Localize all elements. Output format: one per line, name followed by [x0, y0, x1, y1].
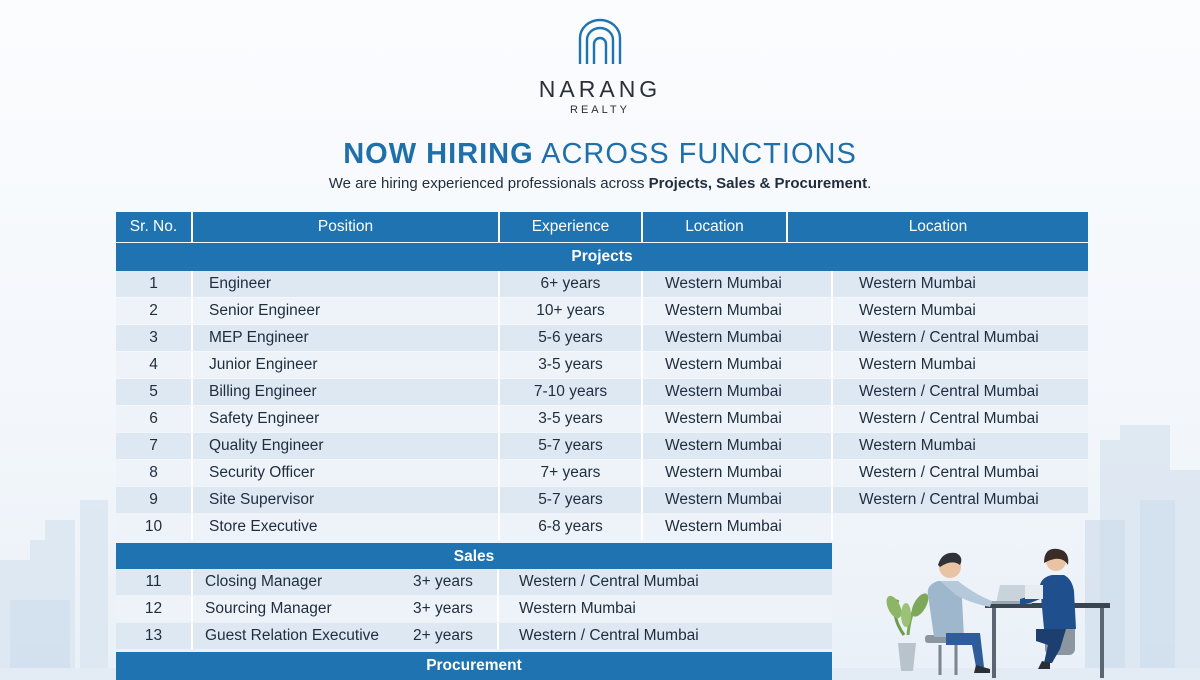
header-experience: Experience	[500, 212, 643, 242]
cell-location-1: Western Mumbai	[643, 325, 833, 351]
cell-experience: 5-6 years	[500, 325, 643, 351]
cell-sr-no: 13	[116, 623, 193, 649]
table-row	[116, 433, 1088, 459]
cell-location: Western / Central Mumbai	[499, 623, 832, 649]
cell-sr-no: 7	[116, 433, 193, 459]
cell-position: MEP Engineer	[193, 325, 500, 351]
section-projects: Projects	[116, 243, 1088, 271]
headline	[0, 138, 1200, 171]
table-row	[116, 623, 832, 649]
cell-location: Western Mumbai	[499, 596, 832, 622]
cell-location-2: Western / Central Mumbai	[833, 487, 1088, 513]
header-position: Position	[193, 212, 500, 242]
cell-experience: 5-7 years	[500, 487, 643, 513]
table-row	[116, 460, 1088, 486]
cell-location-1: Western Mumbai	[643, 433, 833, 459]
cell-experience: 7-10 years	[500, 379, 643, 405]
cell-location-1: Western Mumbai	[643, 379, 833, 405]
cell-position: Senior Engineer	[193, 298, 500, 324]
cell-experience: 2+ years	[403, 623, 499, 649]
headline-bold: NOW HIRING	[343, 138, 534, 170]
cell-position: Closing Manager	[193, 569, 403, 595]
cell-experience: 10+ years	[500, 298, 643, 324]
header-location-2: Location	[788, 212, 1088, 242]
cell-experience: 3-5 years	[500, 406, 643, 432]
cell-sr-no: 4	[116, 352, 193, 378]
arch-logo-icon	[577, 18, 623, 66]
cell-experience: 6+ years	[500, 271, 643, 297]
table-row	[116, 298, 1088, 324]
table-row	[116, 569, 832, 595]
brand-name: NARANG	[538, 76, 662, 102]
cell-location-1: Western Mumbai	[643, 514, 833, 540]
table-row	[116, 271, 1088, 297]
subheadline-bold: Projects, Sales & Procurement	[648, 175, 868, 192]
cell-position: Sourcing Manager	[193, 596, 403, 622]
table-row	[116, 487, 1088, 513]
cell-experience: 3+ years	[403, 596, 499, 622]
cell-experience: 3+ years	[403, 569, 499, 595]
cell-location-2: Western Mumbai	[833, 298, 1088, 324]
section-procurement: Procurement	[116, 652, 832, 680]
cell-sr-no: 2	[116, 298, 193, 324]
cell-position: Safety Engineer	[193, 406, 500, 432]
cell-position: Security Officer	[193, 460, 500, 486]
cell-experience: 5-7 years	[500, 433, 643, 459]
cell-position: Store Executive	[193, 514, 500, 540]
table-row	[116, 352, 1088, 378]
table-row	[116, 325, 1088, 351]
cell-location-1: Western Mumbai	[643, 406, 833, 432]
man-figure	[925, 553, 992, 675]
cell-sr-no: 3	[116, 325, 193, 351]
subheadline	[0, 175, 1200, 192]
cell-location-1: Western Mumbai	[643, 271, 833, 297]
cell-location-2: Western / Central Mumbai	[833, 325, 1088, 351]
cell-experience: 6-8 years	[500, 514, 643, 540]
woman-figure	[1020, 549, 1076, 669]
cell-location-2: Western / Central Mumbai	[833, 379, 1088, 405]
cell-sr-no: 12	[116, 596, 193, 622]
cell-location-2: Western / Central Mumbai	[833, 460, 1088, 486]
cell-location-2: Western Mumbai	[833, 352, 1088, 378]
cell-location-2: Western / Central Mumbai	[833, 406, 1088, 432]
cell-location-1: Western Mumbai	[643, 460, 833, 486]
cell-position: Junior Engineer	[193, 352, 500, 378]
cell-location-1: Western Mumbai	[643, 298, 833, 324]
cell-position: Site Supervisor	[193, 487, 500, 513]
table-row	[116, 406, 1088, 432]
cell-position: Guest Relation Executive	[193, 623, 403, 649]
cell-sr-no: 1	[116, 271, 193, 297]
cell-location-1: Western Mumbai	[643, 352, 833, 378]
header-sr-no: Sr. No.	[116, 212, 193, 242]
header-location-1: Location	[643, 212, 788, 242]
cell-experience: 7+ years	[500, 460, 643, 486]
subheadline-end: .	[867, 175, 872, 192]
cell-sr-no: 11	[116, 569, 193, 595]
subheadline-text: We are hiring experienced professionals across	[328, 175, 649, 192]
office-meeting-illustration	[880, 545, 1120, 680]
cell-location: Western / Central Mumbai	[499, 569, 832, 595]
cell-position: Quality Engineer	[193, 433, 500, 459]
cell-sr-no: 8	[116, 460, 193, 486]
table-row	[116, 514, 1088, 540]
cell-experience: 3-5 years	[500, 352, 643, 378]
headline-light: ACROSS FUNCTIONS	[541, 138, 857, 170]
cell-location-2	[833, 514, 1088, 540]
cell-sr-no: 10	[116, 514, 193, 540]
cell-location-2: Western Mumbai	[833, 433, 1088, 459]
cell-sr-no: 9	[116, 487, 193, 513]
table-row	[116, 596, 832, 622]
cell-location-2: Western Mumbai	[833, 271, 1088, 297]
cell-sr-no: 5	[116, 379, 193, 405]
section-sales: Sales	[116, 543, 832, 571]
cell-sr-no: 6	[116, 406, 193, 432]
plant-icon	[883, 591, 931, 671]
cell-location-1: Western Mumbai	[643, 487, 833, 513]
table-row	[116, 379, 1088, 405]
brand-subtitle: REALTY	[570, 104, 630, 116]
cell-position: Engineer	[193, 271, 500, 297]
cell-position: Billing Engineer	[193, 379, 500, 405]
